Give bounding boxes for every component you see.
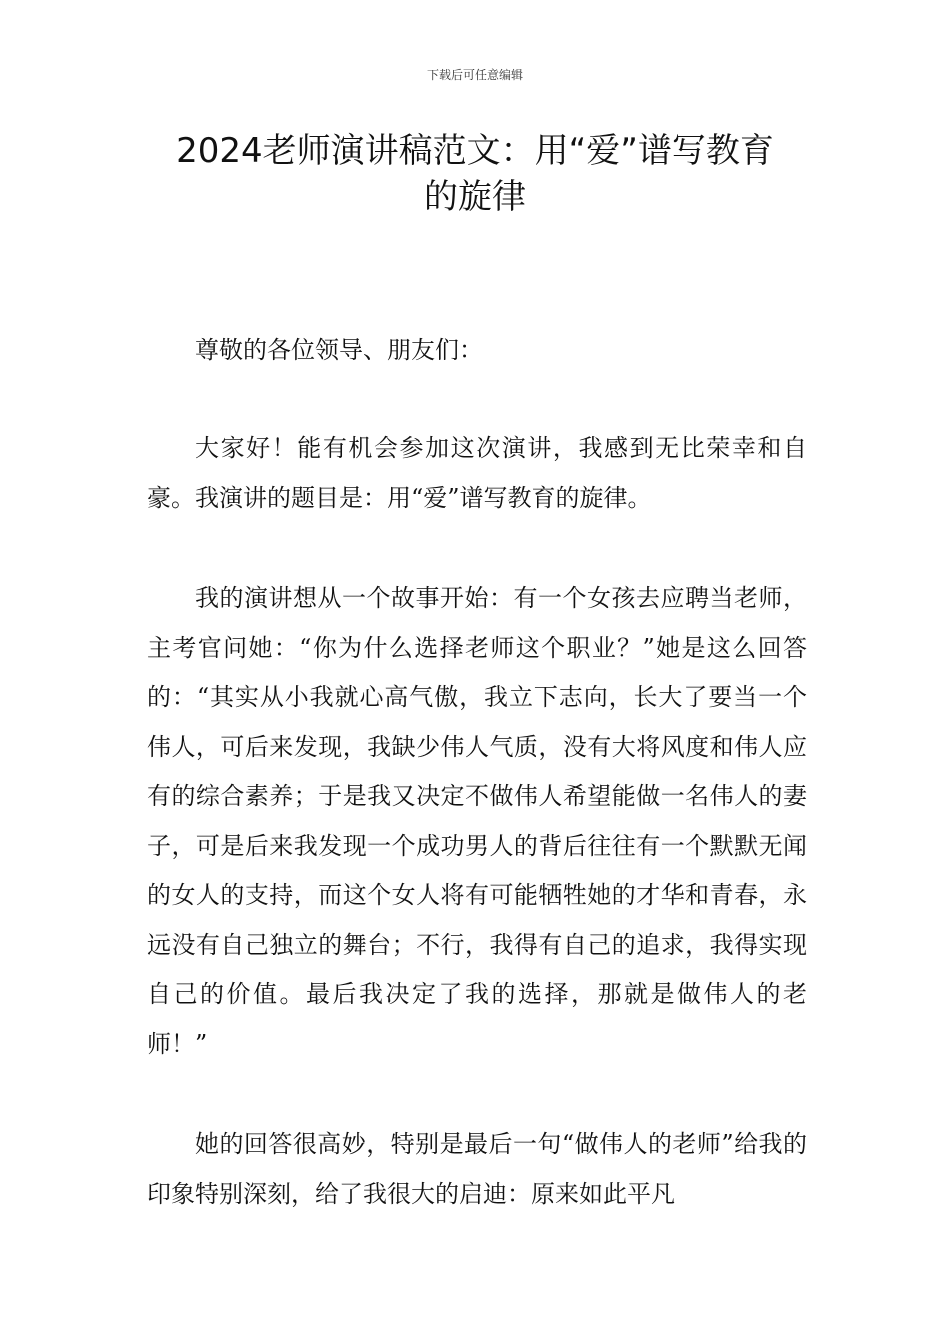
paragraph-text: 大家好！能有机会参加这次演讲，我感到无比荣幸和自豪。我演讲的题目是：用“爱”谱写教育的旋律。 [147, 434, 807, 512]
body-paragraph-story [147, 574, 807, 1069]
paragraph-text: 她的回答很高妙，特别是最后一句“做伟人的老师”给我的印象特别深刻，给了我很大的启迪：原来如此平凡 [147, 1130, 807, 1208]
document-title [120, 128, 830, 220]
title-line-1: 2024老师演讲稿范文：用“爱”谱写教育 [176, 131, 774, 171]
header-note: 下载后可任意编辑 [426, 68, 523, 82]
body-paragraph-greeting [147, 326, 807, 376]
title-line-2: 的旋律 [424, 177, 526, 217]
paragraph-text: 我的演讲想从一个故事开始：有一个女孩去应聘当老师，主考官问她：“你为什么选择老师这个职业？”她是这么回答的：“其实从小我就心高气傲，我立下志向，长大了要当一个伟人，可后来发现，我缺少伟人气质，没有大将风度和伟人应有的综合素养；于是我又决定不做伟人希望能做一名伟人的妻子，可是后来我发现一个成功男人的背后往往有一个默默无闻的女人的支持，而这个女人将有可能牺牲她的才华和青春，永远没有自己独立的舞台；不行，我得有自己的追求，我得实现自己的价值。最后我决定了我的选择，那就是做伟人的老师！” [147, 584, 807, 1058]
body-paragraph-reflection [147, 1120, 807, 1219]
paragraph-text: 尊敬的各位领导、朋友们： [195, 336, 483, 364]
body-paragraph-opening [147, 424, 807, 523]
